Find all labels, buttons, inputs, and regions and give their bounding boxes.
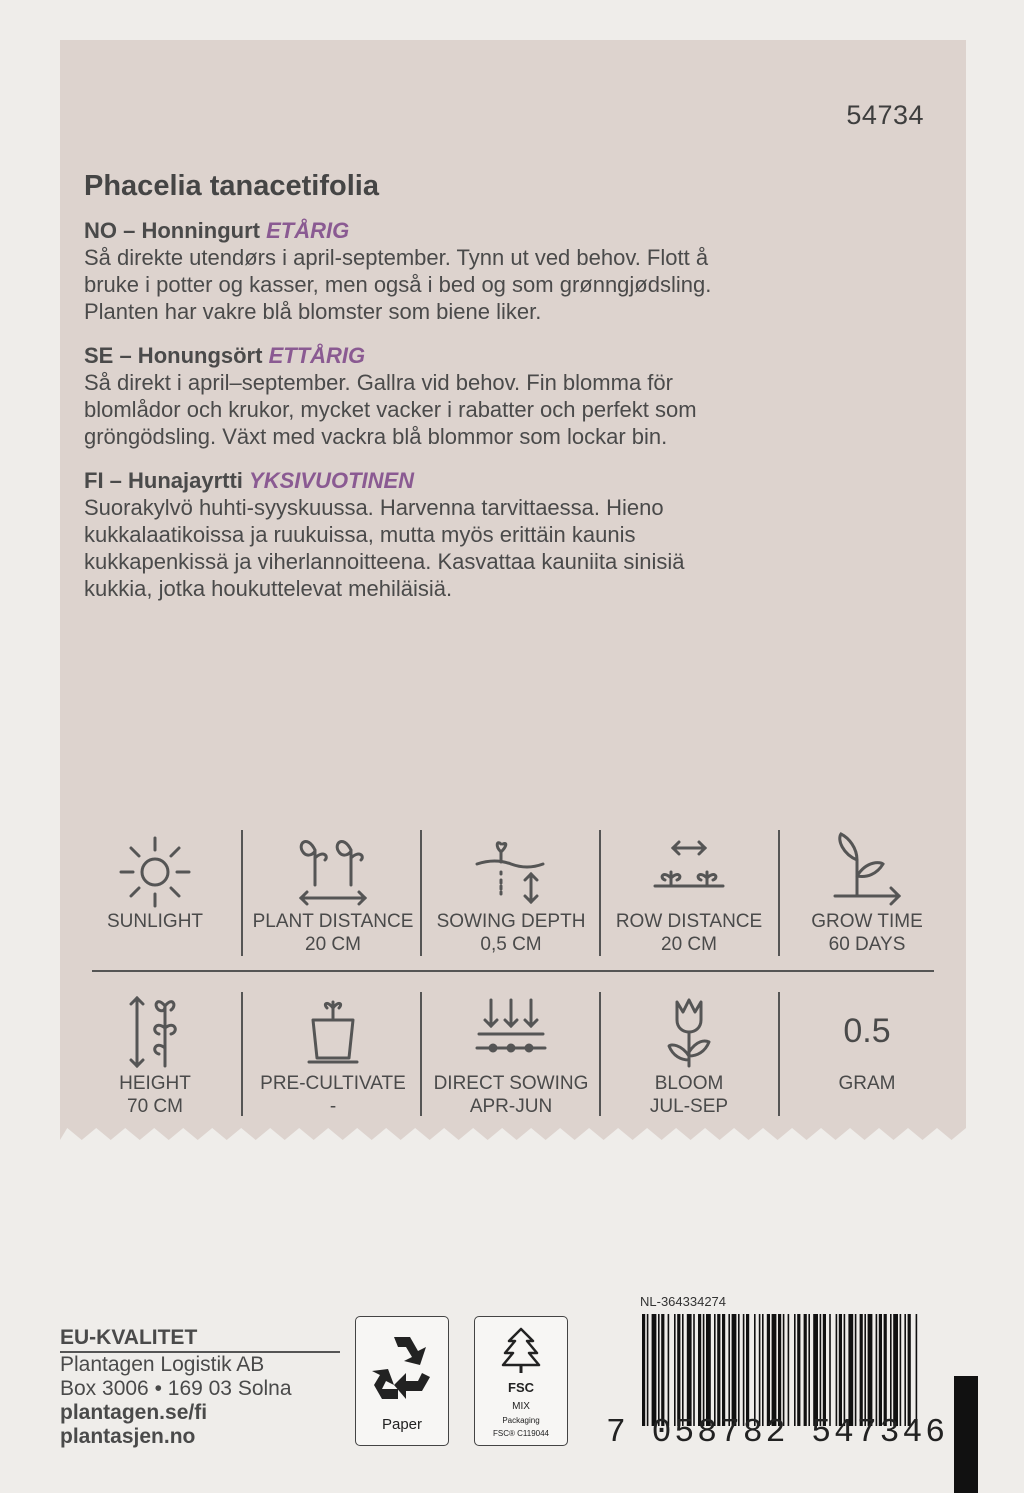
info-height: [66, 992, 244, 1116]
lang-block-se: [84, 342, 884, 450]
lang-block-fi: [84, 467, 884, 602]
company-block: [60, 1326, 340, 1449]
barcode-bar: [893, 1314, 898, 1426]
barcode-bar: [844, 1314, 846, 1426]
plant-distance-icon: [293, 830, 373, 910]
fsc-code: FSC® C119044: [493, 1429, 549, 1438]
desc-line: kukkalaatikoissa ja ruukuissa, mutta myös erittäin kaunis: [84, 522, 636, 547]
barcode-bar: [823, 1314, 826, 1426]
barcode-bar: [908, 1314, 911, 1426]
barcode-bar: [668, 1314, 670, 1426]
info-value: 0,5 CM: [480, 934, 542, 955]
desc-line: blomlådor och krukor, mycket vacker i rabatter och perfekt som: [84, 397, 697, 422]
info-label: BLOOM: [654, 1073, 724, 1094]
grow-time-icon: [827, 830, 907, 910]
barcode-bar: [759, 1314, 761, 1426]
barcode-bar: [860, 1314, 863, 1426]
info-value: APR-JUN: [469, 1096, 553, 1117]
company-name: Plantagen Logistik AB: [60, 1353, 265, 1376]
barcode-bar: [848, 1314, 853, 1426]
barcode-bar: [732, 1314, 737, 1426]
info-grow-time: [778, 830, 956, 954]
info-gram: [778, 992, 956, 1116]
desc-line: Så direkte utendørs i april-september. Tynn ut ved behov. Flott å: [84, 245, 709, 270]
info-value: 20 CM: [305, 934, 361, 955]
barcode-bar: [829, 1314, 831, 1426]
barcode-bar: [728, 1314, 730, 1426]
desc-line: Suorakylvö huhti-syyskuussa. Harvenna tarvittaessa. Hieno: [84, 495, 664, 520]
barcode-bar: [661, 1314, 664, 1426]
barcode-bar: [839, 1314, 842, 1426]
barcode-bar: [884, 1314, 887, 1426]
info-sunlight: [66, 830, 244, 954]
desc-line: kukkia, jotka houkuttelevat mehiläisiä.: [84, 576, 453, 601]
lang-heading: NO – Honningurt: [84, 218, 260, 243]
info-value: 20 CM: [661, 934, 717, 955]
barcode-bar: [658, 1314, 660, 1426]
barcode-bar: [767, 1314, 770, 1426]
info-pre-cultivate: [244, 992, 422, 1116]
info-label: ROW DISTANCE: [615, 911, 763, 932]
barcode-bar: [868, 1314, 873, 1426]
barcode-bar: [890, 1314, 892, 1426]
info-label: PLANT DISTANCE: [252, 911, 414, 932]
barcode-digits: 7 058782 547346: [606, 1414, 949, 1451]
barcode-bar: [778, 1314, 781, 1426]
barcode-bar: [916, 1314, 918, 1426]
grid-divider: [92, 970, 934, 972]
barcode-bar: [864, 1314, 866, 1426]
barcode-bar: [717, 1314, 720, 1426]
recycle-icon: [362, 1329, 442, 1409]
web-link[interactable]: plantagen.se/fi: [60, 1401, 208, 1424]
gram-value: 0.5: [843, 1012, 891, 1050]
desc-line: gröngödsling. Växt med vackra blå blommor som lockar bin.: [84, 424, 668, 449]
info-value: -: [329, 1096, 337, 1117]
barcode-bar: [647, 1314, 649, 1426]
info-value: 70 CM: [127, 1096, 183, 1117]
barcode-bar: [698, 1314, 701, 1426]
barcode-bar: [682, 1314, 684, 1426]
lifecycle-label: ETÅRIG: [266, 218, 350, 243]
paper-recycle-badge: [355, 1316, 449, 1446]
info-value: JUL-SEP: [649, 1096, 729, 1117]
barcode-bar: [794, 1314, 796, 1426]
info-plant-distance: [244, 830, 422, 954]
pot-icon: [293, 992, 373, 1072]
barcode-bar: [783, 1314, 785, 1426]
height-icon: [115, 992, 195, 1072]
edge-mark: [954, 1376, 978, 1493]
direct-sowing-icon: [471, 992, 551, 1072]
barcode-bar: [855, 1314, 857, 1426]
desc-line: kukkapenkissä ja viherlannoitteena. Kasvattaa kauniita sinisiä: [84, 549, 685, 574]
barcode-bar: [876, 1314, 878, 1426]
info-label: SUNLIGHT: [106, 911, 204, 932]
info-label: GRAM: [838, 1073, 896, 1094]
info-bloom: [600, 992, 778, 1116]
barcode-bar: [642, 1314, 645, 1426]
barcode-bar: [808, 1314, 810, 1426]
info-direct-sowing: [422, 992, 600, 1116]
info-label: DIRECT SOWING: [433, 1073, 589, 1094]
company-address: Box 3006 • 169 03 Solna: [60, 1377, 292, 1400]
info-sowing-depth: [422, 830, 600, 954]
info-value: 60 DAYS: [828, 934, 906, 955]
barcode-bar: [754, 1314, 756, 1426]
barcode-bar: [879, 1314, 882, 1426]
article-number: 54734: [846, 100, 924, 130]
barcode-bar: [762, 1314, 764, 1426]
barcode-bar: [820, 1314, 822, 1426]
quality-title: EU-KVALITET: [60, 1326, 340, 1353]
paper-label: Paper: [381, 1416, 423, 1433]
barcode-bar: [706, 1314, 711, 1426]
fsc-badge: [474, 1316, 568, 1446]
web-link[interactable]: plantasjen.no: [60, 1425, 196, 1448]
barcode-bar: [743, 1314, 745, 1426]
barcode-bar: [674, 1314, 676, 1426]
barcode-bar: [836, 1314, 838, 1426]
barcode-bar: [772, 1314, 777, 1426]
barcode-bar: [900, 1314, 902, 1426]
barcode: [640, 1314, 922, 1426]
barcode-bar: [738, 1314, 740, 1426]
fsc-label: FSC: [508, 1380, 534, 1395]
barcode-bar: [813, 1314, 818, 1426]
fsc-mix: MIX: [512, 1401, 530, 1412]
barcode-bar: [722, 1314, 725, 1426]
info-row-distance: [600, 830, 778, 954]
sun-icon: [115, 830, 195, 910]
barcode-bar: [797, 1314, 800, 1426]
lifecycle-label: YKSIVUOTINEN: [249, 468, 415, 493]
lang-block-no: [84, 217, 884, 325]
lang-heading: FI – Hunajayrtti: [84, 468, 243, 493]
info-label: SOWING DEPTH: [436, 911, 586, 932]
sowing-depth-icon: [471, 830, 551, 910]
barcode-bar: [788, 1314, 790, 1426]
fsc-packaging: Packaging: [502, 1416, 540, 1425]
info-label: GROW TIME: [811, 911, 923, 932]
barcode-bar: [652, 1314, 657, 1426]
desc-line: Så direkt i april–september. Gallra vid behov. Fin blomma för: [84, 370, 673, 395]
barcode-bar: [714, 1314, 716, 1426]
latin-name: Phacelia tanacetifolia: [84, 170, 379, 202]
lifecycle-label: ETTÅRIG: [268, 343, 366, 368]
tulip-icon: [649, 992, 729, 1072]
barcode-bar: [687, 1314, 692, 1426]
nl-code: NL-364334274: [640, 1294, 727, 1309]
barcode-bar: [804, 1314, 807, 1426]
desc-line: Planten har vakre blå blomster som biene liker.: [84, 299, 542, 324]
desc-line: bruke i potter og kasser, men også i bed og som grønngjødsling.: [84, 272, 712, 297]
fsc-tree-icon: [491, 1325, 551, 1375]
barcode-bar: [904, 1314, 906, 1426]
barcode-bar: [677, 1314, 680, 1426]
info-label: HEIGHT: [119, 1073, 191, 1094]
barcode-bar: [693, 1314, 695, 1426]
row-distance-icon: [649, 830, 729, 910]
info-label: PRE-CULTIVATE: [260, 1073, 406, 1094]
lang-heading: SE – Honungsört: [84, 343, 263, 368]
barcode-bar: [703, 1314, 705, 1426]
barcode-bar: [746, 1314, 749, 1426]
